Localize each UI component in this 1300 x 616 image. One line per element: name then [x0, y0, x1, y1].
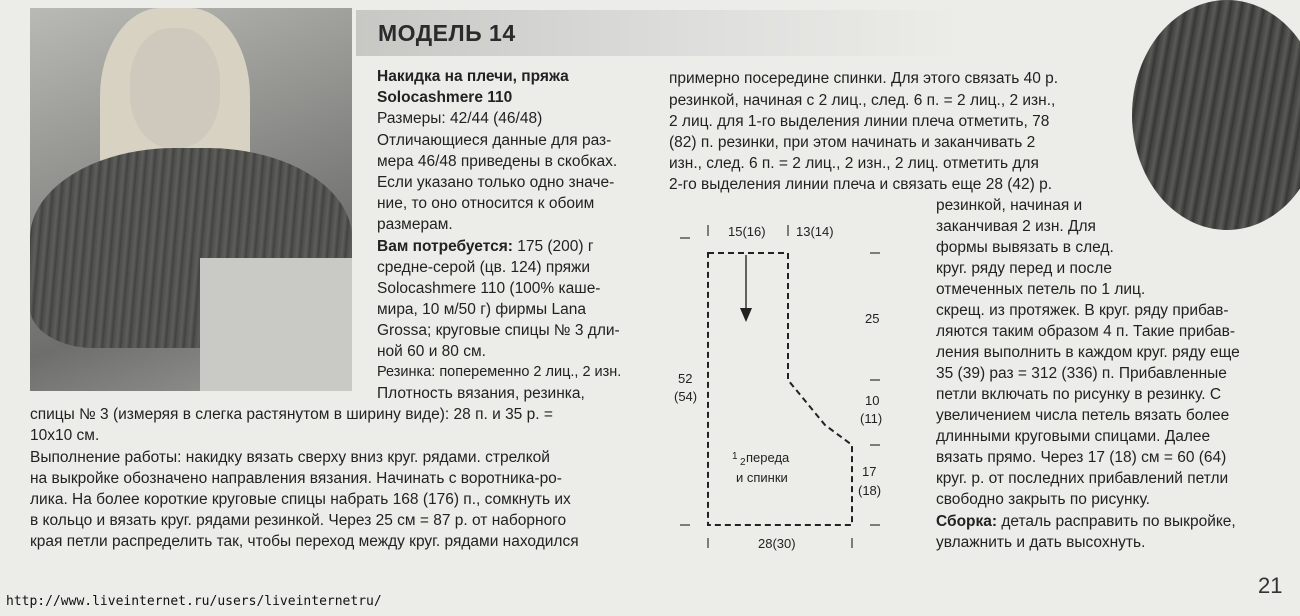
intro-line: Отличающиеся данные для раз-	[377, 132, 612, 149]
body-line: длинными круговыми спицами. Далее	[936, 428, 1211, 445]
body-line: лика. На более короткие круговые спицы набрать 168 (176) п., сомкнуть их	[30, 491, 571, 508]
piece-label-line2: и спинки	[736, 470, 788, 485]
pattern-title-line2: Solocashmere 110	[377, 89, 513, 106]
body-line: 10x10 см.	[30, 427, 100, 444]
dim-right-lower-alt: (18)	[858, 483, 882, 498]
body-line: ления выполнить в каждом круг. ряду еще	[936, 344, 1240, 361]
dim-top-right: 13(14)	[796, 224, 834, 239]
body-line: в кольцо и вязать круг. рядами резинкой. Через 25 см = 87 р. от наборного	[30, 512, 567, 529]
body-line: резинкой, начиная и	[936, 197, 1083, 214]
fraction-numerator: 1	[732, 451, 738, 462]
body-line: спицы № 3 (измеряя в слегка растянутом в ширину виде): 28 п. и 35 р. =	[30, 406, 553, 423]
intro-line: размерам.	[377, 216, 453, 233]
body-line: круг. р. от последних прибавлений петли	[936, 470, 1229, 487]
assembly-line2: увлажнить и дать высохнуть.	[936, 534, 1146, 551]
intro-line: Если указано только одно значе-	[377, 174, 615, 191]
fabric-detail-photo	[1132, 0, 1300, 230]
sizes-text: Размеры: 42/44 (46/48)	[377, 110, 543, 127]
materials-line: Grossa; круговые спицы № 3 дли-	[377, 322, 620, 339]
materials-line: мира, 10 м/50 г) фирмы Lana	[377, 301, 586, 318]
body-line: (82) п. резинки, при этом начинать и заканчивать 2	[669, 134, 1036, 151]
body-line: отмеченных петель по 1 лиц.	[936, 281, 1146, 298]
intro-line: ние, то оно относится к обоим	[377, 195, 595, 212]
density-text: Плотность вязания, резинка,	[377, 385, 585, 402]
direction-arrow-icon	[740, 308, 752, 322]
body-line: на выкройке обозначено направления вязания. Начинать с воротника-ро-	[30, 470, 562, 487]
body-line: круг. ряду перед и после	[936, 260, 1112, 277]
materials-label: Вам потребуется:	[377, 238, 513, 255]
assembly-text: деталь расправить по выкройке,	[997, 513, 1236, 530]
dim-right-shoulder-alt: (11)	[860, 411, 883, 426]
dim-left-height-alt: (54)	[674, 389, 698, 404]
dim-left-height: 52	[678, 371, 693, 386]
body-line: резинкой, начиная с 2 лиц., след. 6 п. = 2 лиц., 2 изн.,	[669, 92, 1056, 109]
pattern-title-line1: Накидка на плечи, пряжа	[377, 68, 569, 85]
assembly-line1	[936, 511, 1236, 532]
page-number: 21	[1258, 573, 1283, 598]
materials-line: Solocashmere 110 (100% кашe-	[377, 280, 601, 297]
dim-right-lower: 17	[862, 464, 877, 479]
body-line: петли включать по рисунку в резинку. С	[936, 386, 1222, 403]
body-line: края петли распределить так, чтобы переход между круг. рядами находился	[30, 533, 579, 550]
materials-amount: 175 (200) г	[512, 238, 594, 255]
body-line: вязать прямо. Через 17 (18) см = 60 (64)	[936, 449, 1227, 466]
body-line: 35 (39) раз = 312 (336) п. Прибавленные	[936, 365, 1227, 382]
dim-top-left: 15(16)	[728, 224, 766, 239]
rib-text: Резинка: попеременно 2 лиц., 2 изн.	[377, 364, 622, 380]
body-line: увеличением числа петель вязать более	[936, 407, 1230, 424]
body-line: Выполнение работы: накидку вязать сверху вниз круг. рядами. стрелкой	[30, 449, 550, 466]
body-line: скрещ. из протяжек. В круг. ряду прибав-	[936, 302, 1229, 319]
body-line: ляются таким образом 4 п. Такие прибав-	[936, 323, 1236, 340]
model-photo	[30, 8, 352, 391]
dim-right-collar: 25	[865, 311, 880, 326]
materials-line: средне-серой (цв. 124) пряжи	[377, 259, 591, 276]
body-line: свободно закрыть по рисунку.	[936, 491, 1150, 508]
page-title: МОДЕЛЬ 14	[378, 20, 516, 46]
body-line: 2 лиц. для 1-го выделения линии плеча отметить, 78	[669, 113, 1050, 130]
pattern-schematic	[660, 210, 900, 560]
footer-url-link[interactable]: http://www.liveinternet.ru/users/liveinternetru/	[6, 594, 382, 609]
body-line: формы вывязать в след.	[936, 239, 1114, 256]
body-line: 2-го выделения линии плеча и связать еще 28 (42) р.	[669, 176, 1053, 193]
body-line: заканчивая 2 изн. Для	[936, 218, 1096, 235]
materials-line: ной 60 и 80 см.	[377, 343, 486, 360]
intro-line: мера 46/48 приведены в скобках.	[377, 153, 618, 170]
piece-label-line1: переда	[746, 450, 790, 465]
assembly-label: Сборка:	[936, 513, 998, 530]
body-line: примерно посередине спинки. Для этого связать 40 р.	[669, 70, 1059, 87]
fraction-denominator: 2	[740, 457, 746, 468]
materials-heading	[377, 236, 594, 257]
dim-right-shoulder: 10	[865, 393, 880, 408]
body-line: изн., след. 6 п. = 2 лиц., 2 изн., 2 лиц. отметить для	[669, 155, 1039, 172]
dim-bottom-width: 28(30)	[758, 536, 796, 551]
